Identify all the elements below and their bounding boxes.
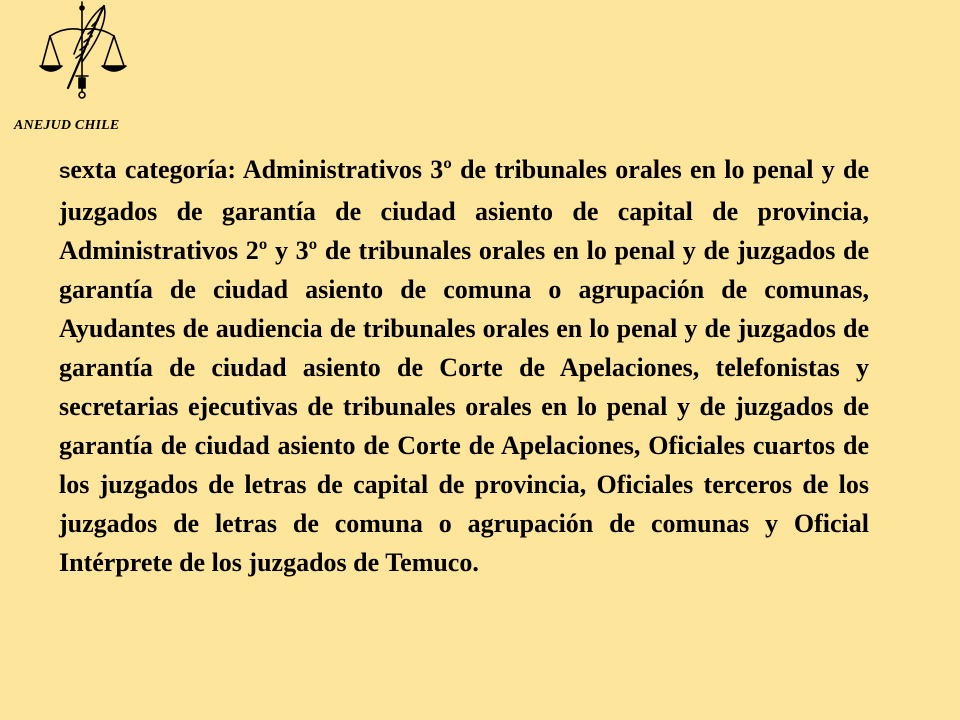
scales-of-justice-quill-logo-icon xyxy=(38,0,130,108)
paragraph-text: exta categoría: Administrativos 3º de tribunales orales en lo penal y de juzgados de garantía de ciudad asiento de capital de provincia, Administrativos 2º y 3º de tribunales orales en lo penal y de juzgados de garantía de ciudad asiento de comuna o agrupación de comunas, Ayudantes de audiencia de tribunales orales en lo penal y de juzgados de garantía de ciudad asiento de Corte de Apelaciones, telefonistas y secretarias ejecutivas de tribunales orales en lo penal y de juzgados de garantía de ciudad asiento de Corte de Apelaciones, Oficiales cuartos de los juzgados de letras de capital de provincia, Oficiales terceros de los juzgados de letras de comuna o agrupación de comunas y Oficial Intérprete de los juzgados de Temuco. xyxy=(59,155,869,577)
paragraph-lead-letter: S xyxy=(59,163,71,182)
category-description-paragraph xyxy=(59,150,869,582)
org-label: ANEJUD CHILE xyxy=(14,118,120,133)
